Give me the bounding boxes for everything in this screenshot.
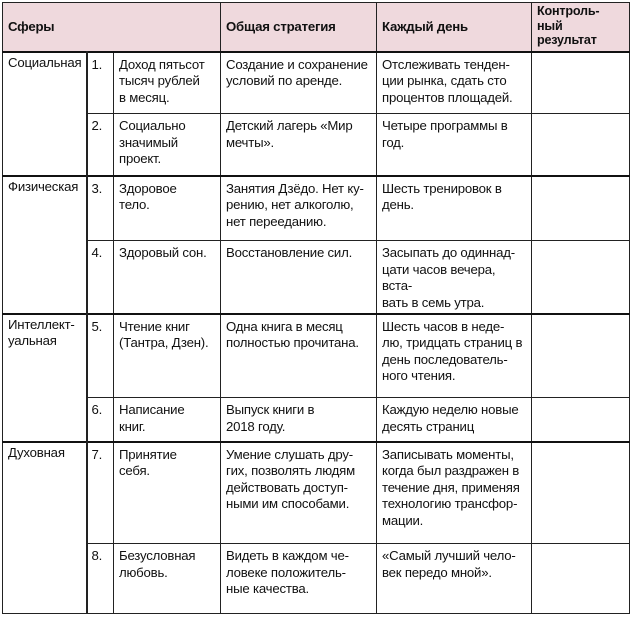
goal-cell: Здоровое тело. (114, 176, 221, 241)
table-row (3, 114, 630, 176)
daily-cell: «Самый лучший чело- век передо мной». (377, 544, 532, 614)
daily-cell: Шесть часов в неде- лю, тридцать страниц в день последователь- ного чтения. (377, 314, 532, 398)
row-number: 6. (87, 398, 114, 442)
goal-cell: Здоровый сон. (114, 241, 221, 314)
strategy-cell: Видеть в каждом че- ловеке положитель- ные качества. (221, 544, 377, 614)
row-number: 8. (87, 544, 114, 614)
strategy-cell: Одна книга в месяц полностью прочитана. (221, 314, 377, 398)
row-number: 3. (87, 176, 114, 241)
sphere-cell: Духовная (3, 442, 87, 614)
goal-cell: Социально значимый проект. (114, 114, 221, 176)
result-cell (532, 442, 630, 544)
header-daily: Каждый день (377, 3, 532, 52)
strategy-cell: Детский лагерь «Мир мечты». (221, 114, 377, 176)
daily-cell: Засыпать до одиннад- цати часов вечера, вста- вать в семь утра. (377, 241, 532, 314)
daily-cell: Отслеживать тенден- ции рынка, сдать сто процентов площадей. (377, 52, 532, 114)
goal-cell: Написание книг. (114, 398, 221, 442)
result-cell (532, 176, 630, 241)
result-cell (532, 398, 630, 442)
result-cell (532, 544, 630, 614)
result-cell (532, 241, 630, 314)
table-row (3, 442, 630, 544)
table-row (3, 314, 630, 398)
table-row (3, 241, 630, 314)
strategy-cell: Восстановление сил. (221, 241, 377, 314)
header-strategy: Общая стратегия (221, 3, 377, 52)
strategy-cell: Умение слушать дру- гих, позволять людям действовать доступ- ными им способами. (221, 442, 377, 544)
daily-cell: Записывать моменты, когда был раздражен в течение дня, применяя технологию трансфор- мации. (377, 442, 532, 544)
result-cell (532, 314, 630, 398)
goal-cell: Чтение книг (Тантра, Дзен). (114, 314, 221, 398)
result-cell (532, 52, 630, 114)
daily-cell: Шесть тренировок в день. (377, 176, 532, 241)
sphere-cell: Физическая (3, 176, 87, 314)
strategy-cell: Занятия Дзёдо. Нет ку- рению, нет алкоголю, нет перееданию. (221, 176, 377, 241)
goals-table (2, 2, 630, 614)
row-number: 2. (87, 114, 114, 176)
daily-cell: Каждую неделю новые десять страниц (377, 398, 532, 442)
row-number: 5. (87, 314, 114, 398)
result-cell (532, 114, 630, 176)
row-number: 1. (87, 52, 114, 114)
goal-cell: Безусловная любовь. (114, 544, 221, 614)
sphere-cell: Интеллект- уальная (3, 314, 87, 442)
strategy-cell: Выпуск книги в 2018 году. (221, 398, 377, 442)
header-result: Контроль- ный результат (532, 3, 630, 52)
table-row (3, 544, 630, 614)
table-row (3, 176, 630, 241)
row-number: 4. (87, 241, 114, 314)
goal-cell: Принятие себя. (114, 442, 221, 544)
row-number: 7. (87, 442, 114, 544)
sphere-cell: Социальная (3, 52, 87, 176)
header-row (3, 3, 630, 52)
table-row (3, 52, 630, 114)
strategy-cell: Создание и сохранение условий по аренде. (221, 52, 377, 114)
header-sphere: Сферы (3, 3, 221, 52)
table-row (3, 398, 630, 442)
daily-cell: Четыре программы в год. (377, 114, 532, 176)
goal-cell: Доход пятьсот тысяч рублей в месяц. (114, 52, 221, 114)
